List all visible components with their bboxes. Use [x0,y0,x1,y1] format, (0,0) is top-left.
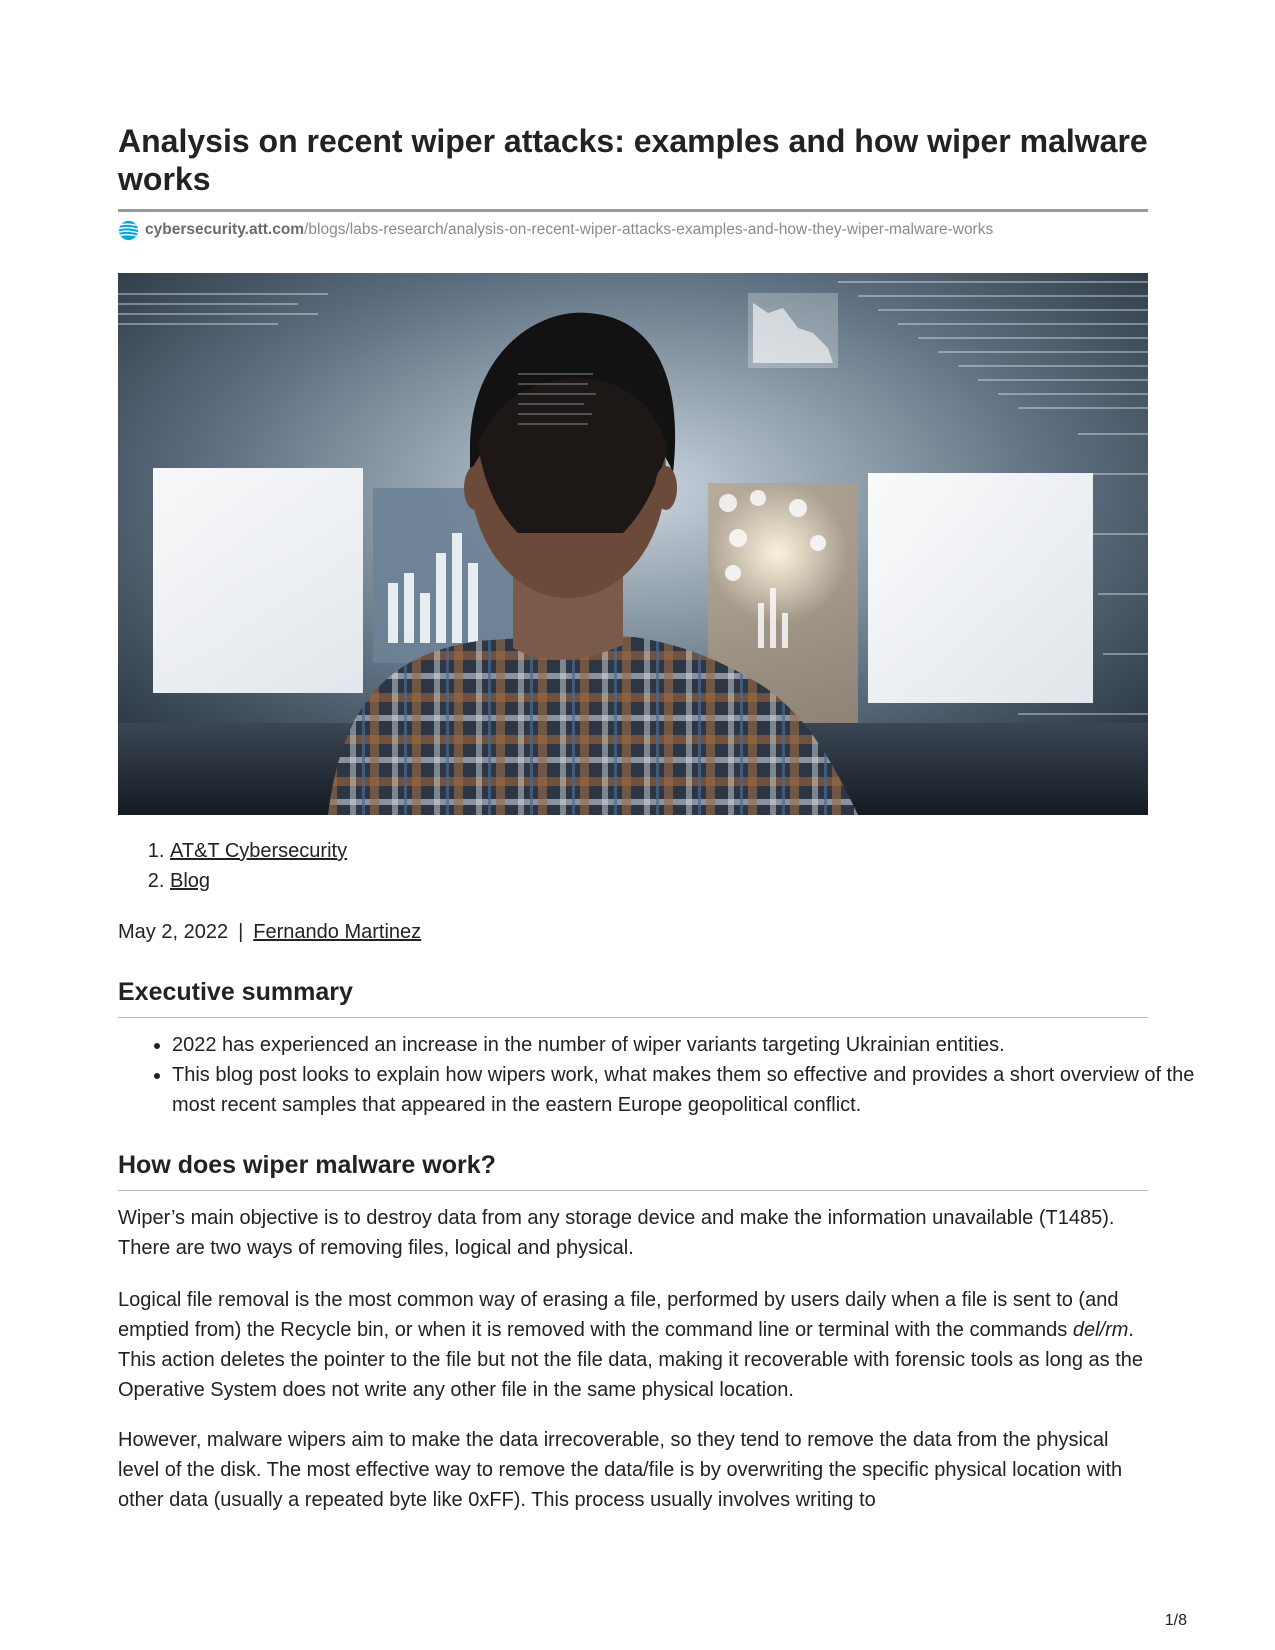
breadcrumb [118,836,347,896]
breadcrumb-link-att-cybersecurity[interactable]: AT&T Cybersecurity [170,840,348,862]
paragraph-text: Logical file removal is the most common way of erasing a file, performed by users daily when a file is sent to (and emptied from) the Recycle bin, or when it is removed with the command line or terminal with the commands [118,1289,1119,1341]
paragraph [118,1285,1148,1405]
how-it-works-heading: How does wiper malware work? [118,1151,496,1179]
source-path: /blogs/labs-research/analysis-on-recent-wiper-attacks-examples-and-how-they-wiper-malware-works [304,221,994,238]
section-divider [118,1017,1148,1018]
executive-summary-heading: Executive summary [118,978,353,1006]
meta-separator: | [238,921,244,943]
hero-photo-person-at-monitors-icon [118,273,1148,815]
source-domain: cybersecurity.att.com [145,221,305,238]
paragraph: However, malware wipers aim to make the data irrecoverable, so they tend to remove the data from the physical level of the disk. The most effective way to remove the data/file is by overwriting the specific physical location with other data (usually a repeated byte like 0xFF). This process usually involves writing to [118,1429,1123,1511]
page-number: 1/8 [1164,1612,1187,1629]
publish-date: May 2, 2022 [118,921,229,943]
att-globe-icon [118,220,139,241]
title-divider [118,209,1148,212]
paragraph: Wiper’s main objective is to destroy data from any storage device and make the information unavailable (T1485). There are two ways of removing files, logical and physical. [118,1207,1115,1259]
section-divider [118,1190,1148,1191]
author-link[interactable]: Fernando Martinez [253,921,422,943]
paragraph-text: . This action deletes the pointer to the file but not the file data, making it recoverable with forensic tools as long as the Operative System does not write any other file in the same physical location. [118,1319,1144,1401]
breadcrumb-item [170,836,347,866]
article-title: Analysis on recent wiper attacks: examples and how wiper malware works [118,123,1148,197]
source-url[interactable] [118,218,993,242]
hero-image [118,273,1148,815]
list-item: • 2022 has experienced an increase in the number of wiper variants targeting Ukrainian entities. [172,1030,1202,1060]
breadcrumb-item [170,866,347,896]
list-item: • This blog post looks to explain how wipers work, what makes them so effective and provides a short overview of the most recent samples that appeared in the eastern Europe geopolitical conflict. [172,1060,1202,1120]
article-meta [118,917,421,947]
command-text: del/rm [1072,1319,1129,1341]
breadcrumb-link-blog[interactable]: Blog [170,870,211,892]
executive-summary-list [118,1030,1202,1120]
